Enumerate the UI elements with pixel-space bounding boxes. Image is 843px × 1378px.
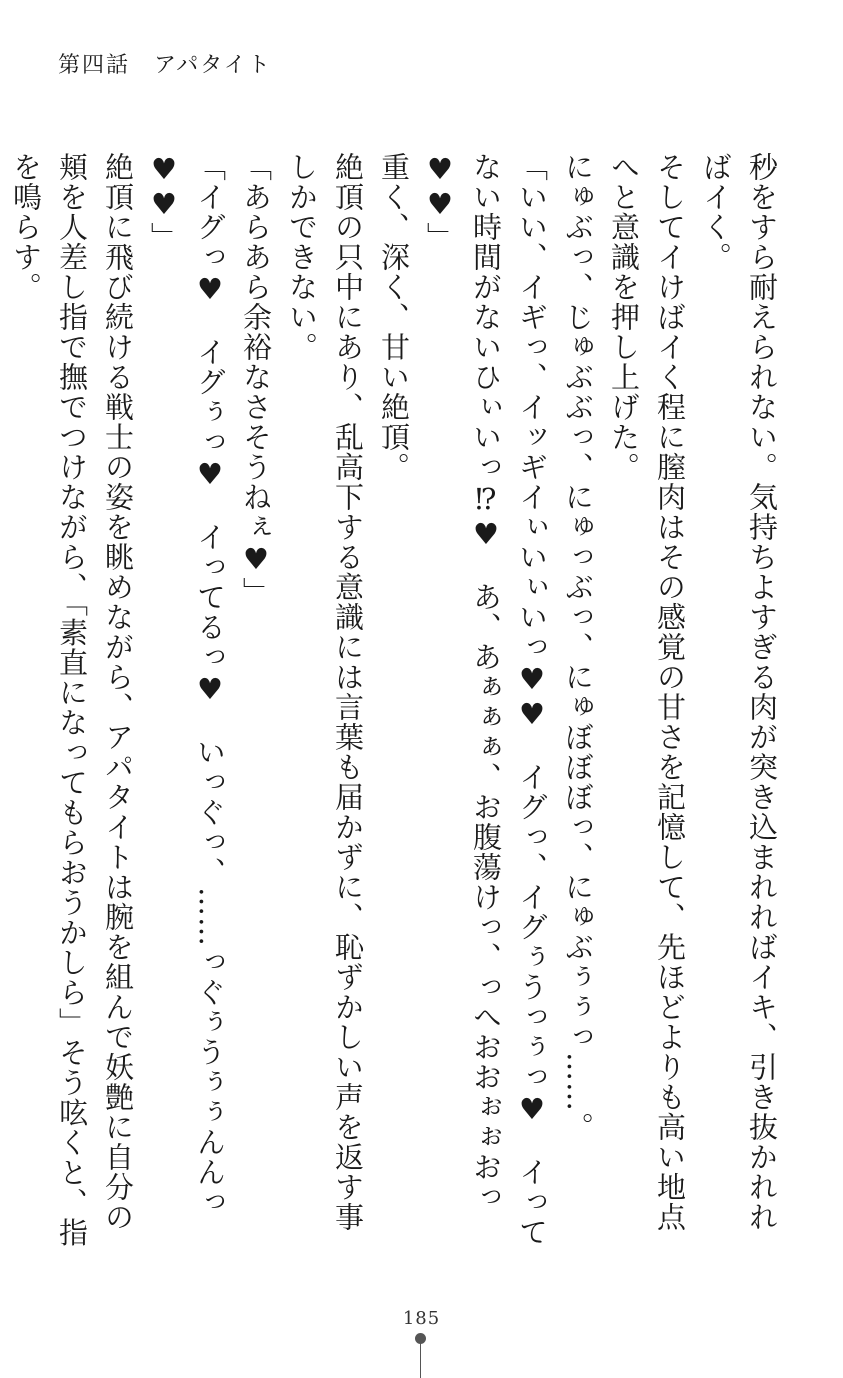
body-text <box>9 152 785 1252</box>
paragraph: 絶頂に飛び続ける戦士の姿を眺めながら、アパタイトは腕を組んで妖艶に自分の頬を人差し指で撫でつけながら、「素直になってもらおうかしら」そう呟くと、指を鳴らす。 <box>9 152 135 1248</box>
running-header: 第四話 アパタイト <box>58 53 272 78</box>
paragraph: 重く、深く、甘い絶頂。 <box>377 152 411 482</box>
paragraph: 「いい、イギっ、イッギイぃいぃいっ♥♥ イグっ、イグぅうっぅっ♥ イってない時間がないひぃいっ⁉♥ あ、あぁぁぁ、お腹蕩けっ、っへおおぉぉおっ♥♥」 <box>423 152 549 1247</box>
paragraph: 「イグっ♥ イグぅっ♥ イってるっ♥ いっぐっ、……っぐぅうぅぅんんっ♥♥」 <box>147 152 227 1217</box>
paragraph: 絶頂の只中にあり、乱高下する意識には言葉も届かずに、恥ずかしい声を返す事しかできない。 <box>285 152 365 1232</box>
page-number: 185 <box>402 1308 441 1329</box>
paragraph: そしてイけばイく程に膣肉はその感覚の甘さを記憶して、先ほどよりも高い地点へと意識を押し上げた。 <box>607 152 687 1232</box>
paragraph: 秒をすら耐えられない。気持ちよすぎる肉が突き込まれればイキ、引き抜かれればイく。 <box>699 152 779 1232</box>
paragraph <box>0 152 3 1252</box>
folio-line-ornament <box>420 1343 421 1378</box>
paragraph: 「あらあら余裕なさそうねぇ♥」 <box>239 152 273 607</box>
paragraph: にゅぶっ、じゅぶぶっ、にゅっぶっ、にゅぼぼぼっ、にゅぶぅぅっ……。 <box>561 152 595 1142</box>
